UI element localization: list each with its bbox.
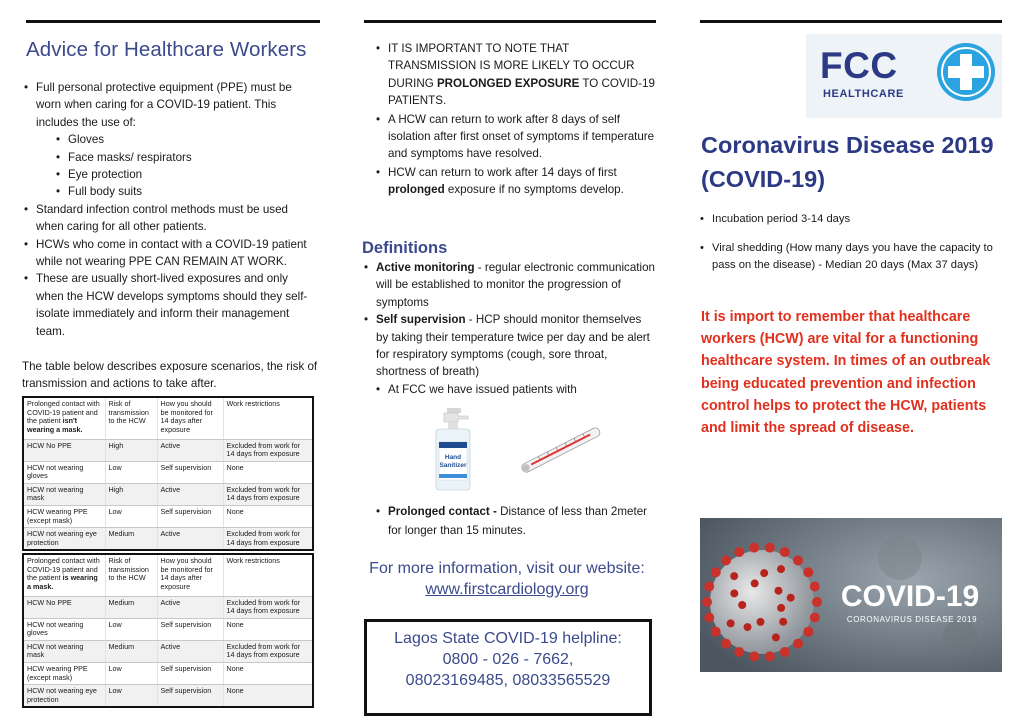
- covid-info-column: [698, 0, 1002, 724]
- sanitizer-label-line2: Sanitizer: [439, 462, 467, 469]
- table-cell: Self supervision: [157, 618, 223, 640]
- table-header-cell: Work restrictions: [223, 554, 313, 596]
- table-cell: Excluded from work for 14 days from exposure: [223, 483, 313, 505]
- note-prolonged-exposure: • IT IS IMPORTANT TO NOTE THAT TRANSMISSION IS MORE LIKELY TO OCCUR DURING PROLONGED EXPOSURE TO COVID-19 PATIENTS.: [374, 40, 656, 110]
- table-cell: Self supervision: [157, 663, 223, 685]
- covid-title: Coronavirus Disease 2019 (COVID-19): [701, 132, 994, 192]
- table-cell: Active: [157, 640, 223, 662]
- website-link[interactable]: www.firstcardiology.org: [425, 581, 589, 598]
- table-cell: Medium: [105, 640, 157, 662]
- logo-wordmark: FCC: [820, 45, 898, 86]
- table-cell: None: [223, 506, 313, 528]
- note-return-8-days: • A HCW can return to work after 8 days of self isolation after first onset of symptoms if temperature and symptoms have resolved.: [374, 111, 656, 163]
- table-row: [23, 483, 313, 505]
- helpline-number: 0800 - 026 - 7662,: [442, 651, 574, 668]
- fcc-issued-note: • At FCC we have issued patients with: [374, 381, 656, 398]
- medical-cross-icon: [936, 42, 996, 102]
- table-cell: HCW not wearing gloves: [23, 461, 105, 483]
- advice-item-exposure: • These are usually short-lived exposures and only when the HCW develops symptoms should they self-isolate immediately and inform their management team.: [22, 270, 318, 340]
- table-cell: HCW not wearing eye protection: [23, 685, 105, 708]
- table-row: [23, 640, 313, 662]
- definitions-column: [362, 0, 655, 724]
- table-cell: HCW not wearing mask: [23, 483, 105, 505]
- table-row: [23, 663, 313, 685]
- table-cell: HCW not wearing mask: [23, 640, 105, 662]
- table-cell: Medium: [105, 596, 157, 618]
- table-cell: Self supervision: [157, 685, 223, 708]
- ppe-item: • Eye protection: [54, 166, 318, 183]
- table-row: [23, 506, 313, 528]
- table-cell: Self supervision: [157, 461, 223, 483]
- table-header-cell: Prolonged contact with COVID-19 patient and the patient isn't wearing a mask.: [23, 397, 105, 439]
- logo-subtitle: HEALTHCARE: [823, 88, 904, 100]
- table-cell: Medium: [105, 528, 157, 551]
- thermometer-icon: [514, 420, 610, 480]
- exposure-table-mask: [22, 553, 314, 708]
- definition-active-monitoring: • Active monitoring - regular electronic communication will be established to monitor the progression of symptoms: [362, 259, 656, 311]
- table-row: [23, 461, 313, 483]
- important-message: It is import to remember that healthcare workers (HCW) are vital for a functioning healthcare system. In times of an outbreak being educated prevention and infection control helps to protect the HCW, patients and limit the spread of disease.: [701, 309, 991, 437]
- definition-self-supervision: • Self supervision - HCP should monitor themselves by taking their temperature twice per day and be alert for respiratory symptoms (cough, sore throat, shortness of breath): [362, 311, 656, 381]
- table-cell: None: [223, 618, 313, 640]
- prolonged-contact-list: [374, 502, 656, 540]
- exposure-table-no-mask: [22, 396, 314, 551]
- table-cell: Excluded from work for 14 days from exposure: [223, 528, 313, 551]
- advice-item-ppe: • Full personal protective equipment (PPE) must be worn when caring for a COVID-19 patient. This includes the use of: • Gloves • Face masks/ respirators • Eye protection • Full body suits: [22, 79, 318, 201]
- table-cell: HCW not wearing gloves: [23, 618, 105, 640]
- helpline-number: 08023169485, 08033565529: [405, 672, 611, 689]
- table-header-cell: How you should be monitored for 14 days after exposure: [157, 397, 223, 439]
- advice-list: [22, 79, 318, 340]
- image-subtitle: CORONAVIRUS DISEASE 2019: [846, 615, 978, 624]
- table-cell: Low: [105, 685, 157, 708]
- table-header-cell: Work restrictions: [223, 397, 313, 439]
- table-cell: None: [223, 685, 313, 708]
- table-header-cell: How you should be monitored for 14 days after exposure: [157, 554, 223, 596]
- advice-title: Advice for Healthcare Workers: [26, 38, 307, 61]
- ppe-item: • Gloves: [54, 131, 318, 148]
- helpline-box: [364, 619, 652, 716]
- table-cell: HCW not wearing eye protection: [23, 528, 105, 551]
- coronavirus-icon: [700, 518, 1002, 672]
- image-title: COVID-19: [840, 580, 980, 613]
- table-cell: HCW No PPE: [23, 439, 105, 461]
- table-header-row: [23, 554, 313, 596]
- advice-item-contact: • HCWs who come in contact with a COVID-19 patient while not wearing PPE CAN REMAIN AT WORK.: [22, 236, 318, 271]
- table-row: [23, 596, 313, 618]
- ppe-item: • Face masks/ respirators: [54, 149, 318, 166]
- definitions-title: Definitions: [362, 239, 448, 257]
- table-row: [23, 618, 313, 640]
- helpline-title: Lagos State COVID-19 helpline:: [394, 630, 622, 647]
- return-to-work-list: [374, 40, 656, 200]
- ppe-item: • Full body suits: [54, 183, 318, 200]
- table-cell: Excluded from work for 14 days from exposure: [223, 640, 313, 662]
- table-row: [23, 685, 313, 708]
- table-cell: High: [105, 483, 157, 505]
- sanitizer-label-line1: Hand: [444, 454, 462, 461]
- definitions-list: [362, 259, 656, 398]
- table-cell: HCW No PPE: [23, 596, 105, 618]
- table-cell: HCW wearing PPE (except mask): [23, 663, 105, 685]
- table-cell: Self supervision: [157, 506, 223, 528]
- table-intro: The table below describes exposure scenarios, the risk of transmission and actions to take after.: [22, 360, 318, 391]
- table-cell: Active: [157, 483, 223, 505]
- note-return-14-days: • HCW can return to work after 14 days of first prolonged exposure if no symptoms develop.: [374, 164, 656, 199]
- more-info: For more information, visit our website: www.firstcardiology.org: [369, 560, 645, 598]
- table-header-row: [23, 397, 313, 439]
- fcc-logo: [806, 34, 1002, 118]
- table-row: [23, 528, 313, 551]
- table-cell: Excluded from work for 14 days from exposure: [223, 439, 313, 461]
- table-header-cell: Prolonged contact with COVID-19 patient and the patient is wearing a mask.: [23, 554, 105, 596]
- fact-incubation: • Incubation period 3-14 days: [698, 211, 994, 228]
- table-cell: Low: [105, 618, 157, 640]
- table-cell: None: [223, 461, 313, 483]
- ppe-list: [54, 131, 318, 201]
- table-cell: Low: [105, 663, 157, 685]
- table-cell: Low: [105, 461, 157, 483]
- table-cell: None: [223, 663, 313, 685]
- table-header-cell: Risk of transmission to the HCW: [105, 397, 157, 439]
- covid-facts-list: [698, 211, 994, 286]
- table-cell: Excluded from work for 14 days from exposure: [223, 596, 313, 618]
- table-header-cell: Risk of transmission to the HCW: [105, 554, 157, 596]
- hand-sanitizer-icon: [422, 406, 484, 492]
- table-cell: Active: [157, 596, 223, 618]
- table-cell: Active: [157, 439, 223, 461]
- table-cell: Active: [157, 528, 223, 551]
- table-cell: HCW wearing PPE (except mask): [23, 506, 105, 528]
- advice-item-standard: • Standard infection control methods must be used when caring for all other patients.: [22, 201, 318, 236]
- covid-virus-image: [700, 518, 1002, 672]
- table-cell: High: [105, 439, 157, 461]
- table-cell: Low: [105, 506, 157, 528]
- table-row: [23, 439, 313, 461]
- fact-viral-shedding: • Viral shedding (How many days you have the capacity to pass on the disease) - Median 20 days (Max 37 days): [698, 240, 994, 274]
- definition-prolonged-contact: • Prolonged contact - Distance of less than 2meter for longer than 15 minutes.: [374, 502, 656, 540]
- advice-column: [22, 0, 318, 724]
